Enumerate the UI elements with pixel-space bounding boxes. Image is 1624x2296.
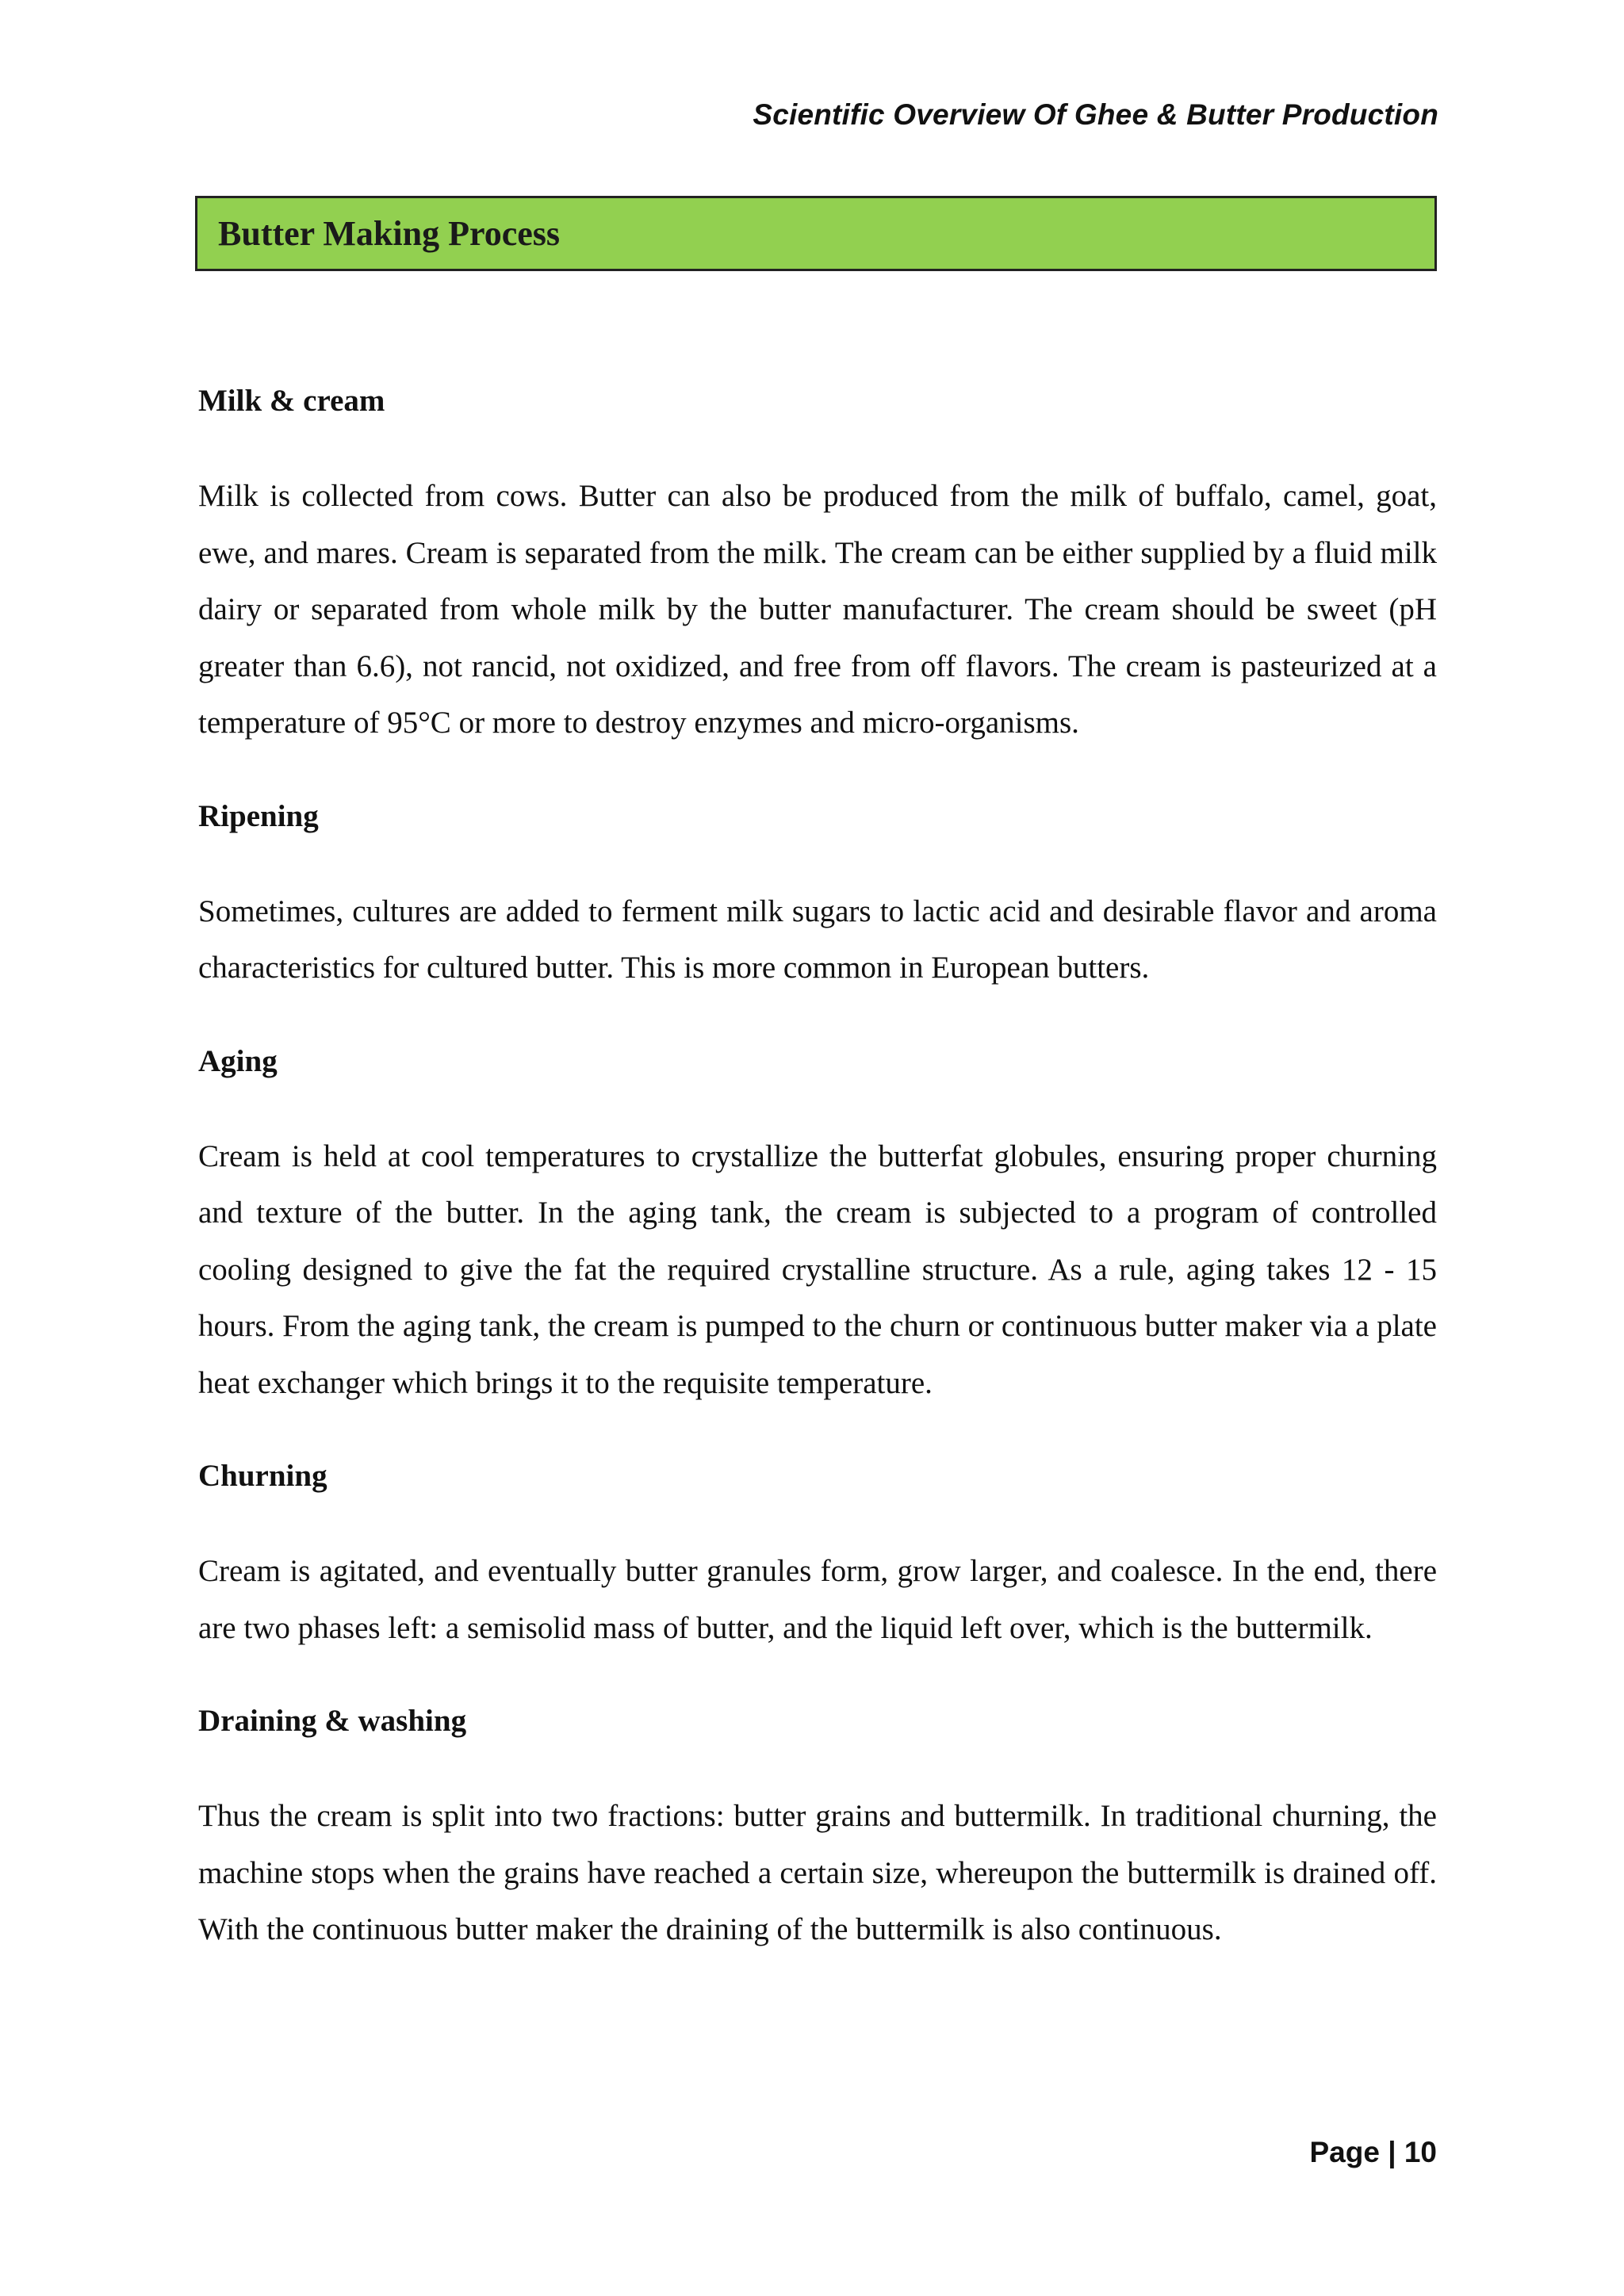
section-body-ripening: Sometimes, cultures are added to ferment milk sugars to lactic acid and desirable flavor and aroma characteristics for cultured butter. This is more common in European butters. (198, 894, 1437, 985)
page-number: Page | 10 (1309, 2136, 1437, 2168)
section-body-milk-cream: Milk is collected from cows. Butter can also be produced from the milk of buffalo, camel, goat, ewe, and mares. Cream is separated from the milk. The cream can be either supplied by a fluid milk dairy or separated from whole milk by the butter manufacturer. The cream should be sweet (pH greater than 6.6), not rancid, not oxidized, and free from off flavors. The cream is pasteurized at a temperature of 95°C or more to destroy enzymes and micro-organisms. (198, 479, 1437, 740)
section-heading-milk-cream: Milk & cream (198, 384, 385, 418)
section-body-churning: Cream is agitated, and eventually butter granules form, grow larger, and coalesce. In the end, there are two phases left: a semisolid mass of butter, and the liquid left over, which is the buttermilk. (198, 1554, 1437, 1645)
section-body-aging: Cream is held at cool temperatures to crystallize the butterfat globules, ensuring proper churning and texture of the butter. In the aging tank, the cream is subjected to a program of controlled cooling designed to give the fat the required crystalline structure. As a rule, aging takes 12 - 15 hours. From the aging tank, the cream is pumped to the churn or continuous butter maker via a plate heat exchanger which brings it to the requisite temperature. (198, 1138, 1437, 1400)
section-title-box (195, 196, 1437, 271)
section-heading-ripening: Ripening (198, 798, 319, 833)
section-heading-churning: Churning (198, 1459, 327, 1493)
running-header: Scientific Overview Of Ghee & Butter Production (753, 98, 1438, 131)
page-title: Butter Making Process (218, 214, 560, 253)
section-heading-aging: Aging (198, 1043, 278, 1078)
document-body (198, 373, 1437, 1995)
section-body-draining-washing: Thus the cream is split into two fractions: butter grains and buttermilk. In traditional churning, the machine stops when the grains have reached a certain size, whereupon the buttermilk is drained off. With the continuous butter maker the draining of the buttermilk is also continuous. (198, 1799, 1437, 1946)
section-heading-draining-washing: Draining & washing (198, 1704, 467, 1738)
